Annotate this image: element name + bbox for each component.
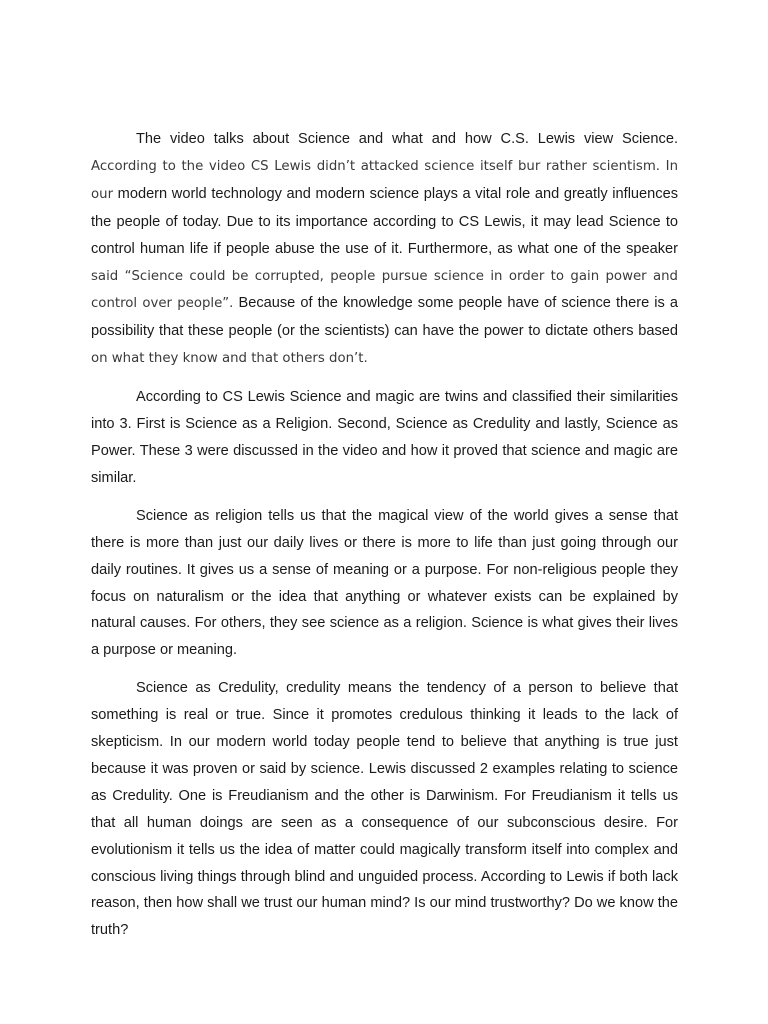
text-segment: Science as Credulity, credulity means the tendency of a person to believe that something is real or true. Since it promotes credulous thinking it leads to the lack of skepticism. In our modern world today people tend to believe that anything is true just because it was proven or said by science. Lewis discussed 2 examples relating to science as Credulity. One is Freudianism and the other is Darwinism. For Freudianism it tells us that all human doings are seen as a consequence of our subconscious desire. For evolutionism it tells us the idea of matter could magically transform itself into complex and conscious living things through blind and unguided process. According to Lewis if both lack reason, then how shall we trust our human mind? Is our mind trustworthy? Do we know the truth? [91,680,678,939]
text-segment: The video talks about Science and what and how C.S. Lewis view Science. [136,131,678,147]
text-segment: Because of the knowledge some people have of science there is a possibility that these people (or the scientists) can have the power to dictate others based [91,295,678,340]
text-segment: modern world technology and modern science plays a vital role and greatly influences the people of today. Due to its importance according to CS Lewis, it may lead Science to control human life if people abuse the use of it. Furthermore, as what one of the speaker [91,185,678,257]
paragraph-religion [91,503,678,664]
paragraph-twins [91,384,678,492]
text-segment: According to CS Lewis Science and magic are twins and classified their similarities into 3. First is Science as a Religion. Second, Science as Credulity and lastly, Science as Power. These 3 were discussed in the video and how it proved that science and magic are similar. [91,389,678,486]
paragraph-intro [91,126,678,373]
text-segment-quote: According to the video CS Lewis didn’t attacked science itself bur rather scientism. In our [91,158,678,202]
text-segment: Science as religion tells us that the magical view of the world gives a sense that there is more than just our daily lives or there is more to life than just going through our daily routines. It gives us a sense of meaning or a purpose. For non-religious people they focus on naturalism or the idea that anything or whatever exists can be explained by natural causes. For others, they see science as a religion. Science is what gives their lives a purpose or meaning. [91,507,678,659]
paragraph-credulity [91,675,678,944]
text-segment-quote: said “Science could be corrupted, people pursue science in order to gain power and control over people”. [91,268,678,312]
text-segment-quote: on what they know and that others don’t. [91,351,368,367]
document-page [91,126,678,955]
